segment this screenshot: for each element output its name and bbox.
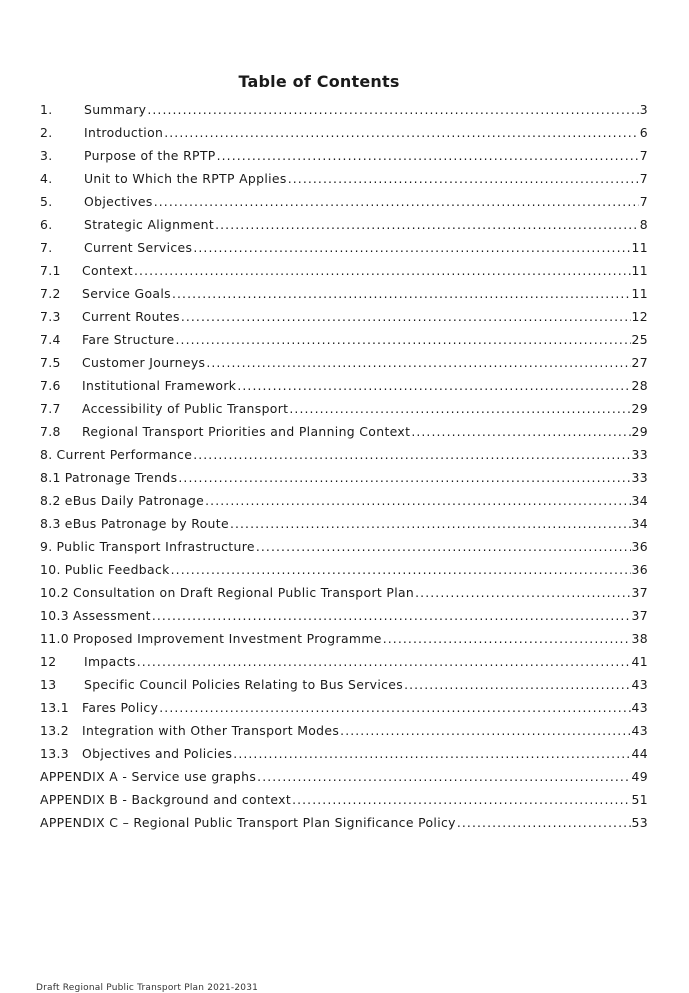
toc-dot-leader	[383, 627, 631, 650]
toc-entry-page: 36	[631, 539, 648, 554]
toc-entry-label: Public Feedback	[64, 562, 170, 577]
toc-entry-page: 49	[631, 769, 648, 784]
toc-entry-label: Customer Journeys	[82, 355, 206, 370]
toc-entry-number: 7.7	[40, 401, 61, 416]
toc-entry-number: 7.1	[40, 263, 61, 278]
toc-entry-label: APPENDIX B - Background and context	[40, 792, 292, 807]
toc-entry[interactable]	[40, 581, 648, 604]
toc-entry-page: 29	[631, 424, 648, 439]
toc-dot-leader	[176, 328, 631, 351]
toc-entry-page: 7	[639, 194, 648, 209]
toc-entry-number: 13.2	[40, 723, 69, 738]
toc-entry-number: 8.1	[40, 470, 61, 485]
toc-entry-page: 37	[631, 608, 648, 623]
toc-dot-leader	[404, 673, 630, 696]
toc-entry[interactable]	[40, 236, 648, 259]
toc-entry[interactable]	[40, 650, 648, 673]
toc-dot-leader	[230, 512, 631, 535]
toc-entry-page: 12	[631, 309, 648, 324]
toc-entry[interactable]	[40, 696, 648, 719]
toc-entry-label: Current Routes	[82, 309, 180, 324]
toc-entry-label: APPENDIX C – Regional Public Transport Plan Significance Policy	[40, 815, 456, 830]
toc-dot-leader	[415, 581, 630, 604]
toc-entry-page: 29	[631, 401, 648, 416]
toc-list	[40, 98, 648, 834]
toc-dot-leader	[256, 535, 631, 558]
toc-entry[interactable]	[40, 305, 648, 328]
toc-entry-number: 7.8	[40, 424, 61, 439]
toc-entry-number: 8.	[40, 447, 53, 462]
toc-entry-page: 11	[631, 286, 648, 301]
toc-dot-leader	[171, 558, 631, 581]
toc-entry-page: 34	[631, 516, 648, 531]
toc-entry-number: 9.	[40, 539, 53, 554]
toc-entry-number: 10.3	[40, 608, 69, 623]
toc-dot-leader	[411, 420, 630, 443]
toc-entry-number: 5.	[40, 194, 53, 209]
toc-dot-leader	[257, 765, 630, 788]
toc-entry-label: Current Services	[84, 240, 193, 255]
toc-entry-label: Impacts	[84, 654, 136, 669]
toc-dot-leader	[178, 466, 630, 489]
toc-entry[interactable]	[40, 719, 648, 742]
toc-entry-number: 7.6	[40, 378, 61, 393]
toc-entry-number: 10.	[40, 562, 61, 577]
toc-entry[interactable]	[40, 742, 648, 765]
toc-entry-page: 8	[639, 217, 648, 232]
toc-dot-leader	[164, 121, 639, 144]
toc-entry-label: eBus Daily Patronage	[64, 493, 205, 508]
toc-entry[interactable]	[40, 512, 648, 535]
toc-entry[interactable]	[40, 397, 648, 420]
toc-entry-page: 38	[631, 631, 648, 646]
toc-entry-number: 7.3	[40, 309, 61, 324]
toc-entry[interactable]	[40, 259, 648, 282]
toc-entry-label: Strategic Alignment	[84, 217, 215, 232]
toc-entry-page: 51	[631, 792, 648, 807]
toc-entry-page: 33	[631, 470, 648, 485]
toc-entry-number: 7.	[40, 240, 53, 255]
toc-entry[interactable]	[40, 558, 648, 581]
toc-entry-number: 4.	[40, 171, 53, 186]
toc-dot-leader	[288, 167, 639, 190]
toc-entry-label: eBus Patronage by Route	[64, 516, 229, 531]
toc-entry-label: Unit to Which the RPTP Applies	[84, 171, 287, 186]
toc-entry-page: 7	[639, 171, 648, 186]
toc-entry-page: 53	[631, 815, 648, 830]
toc-entry-label: Patronage Trends	[64, 470, 178, 485]
toc-dot-leader	[159, 696, 630, 719]
toc-entry-label: Regional Transport Priorities and Planning Context	[82, 424, 411, 439]
toc-entry[interactable]	[40, 374, 648, 397]
toc-entry[interactable]	[40, 604, 648, 627]
toc-entry-number: 7.4	[40, 332, 61, 347]
toc-entry[interactable]	[40, 121, 648, 144]
page-footer: Draft Regional Public Transport Plan 2021-2031	[36, 983, 259, 993]
toc-entry-page: 36	[631, 562, 648, 577]
toc-entry-page: 37	[631, 585, 648, 600]
toc-entry[interactable]	[40, 213, 648, 236]
toc-dot-leader	[152, 604, 631, 627]
toc-entry-page: 41	[631, 654, 648, 669]
toc-dot-leader	[137, 650, 631, 673]
toc-dot-leader	[206, 351, 630, 374]
toc-entry-label: Summary	[84, 102, 147, 117]
toc-title: Table of Contents	[238, 72, 400, 91]
toc-dot-leader	[233, 742, 630, 765]
toc-entry[interactable]	[40, 765, 648, 788]
toc-dot-leader	[457, 811, 631, 834]
toc-entry-page: 7	[639, 148, 648, 163]
toc-entry-page: 28	[631, 378, 648, 393]
toc-entry-number: 12	[40, 654, 57, 669]
toc-dot-leader	[147, 98, 638, 121]
toc-entry[interactable]	[40, 144, 648, 167]
toc-entry-number: 13.1	[40, 700, 69, 715]
toc-entry-page: 11	[631, 263, 648, 278]
toc-entry-label: Context	[82, 263, 133, 278]
toc-entry-number: 6.	[40, 217, 53, 232]
toc-entry[interactable]	[40, 535, 648, 558]
toc-entry-page: 25	[631, 332, 648, 347]
toc-entry[interactable]	[40, 489, 648, 512]
toc-entry-label: Purpose of the RPTP	[84, 148, 216, 163]
toc-entry-label: Assessment	[73, 608, 151, 623]
toc-entry[interactable]	[40, 673, 648, 696]
toc-entry-label: Specific Council Policies Relating to Bus Services	[84, 677, 404, 692]
toc-entry-page: 3	[639, 102, 648, 117]
toc-entry-label: Objectives	[84, 194, 153, 209]
toc-entry-label: Service Goals	[82, 286, 171, 301]
toc-dot-leader	[193, 443, 630, 466]
toc-entry-page: 34	[631, 493, 648, 508]
toc-entry-page: 43	[631, 700, 648, 715]
toc-entry[interactable]	[40, 190, 648, 213]
toc-dot-leader	[181, 305, 631, 328]
toc-entry-page: 27	[631, 355, 648, 370]
toc-entry-label: Objectives and Policies	[82, 746, 233, 761]
toc-entry[interactable]	[40, 282, 648, 305]
toc-entry[interactable]	[40, 98, 648, 121]
toc-dot-leader	[340, 719, 630, 742]
toc-entry-number: 10.2	[40, 585, 69, 600]
toc-entry-page: 6	[639, 125, 648, 140]
toc-entry-label: Introduction	[84, 125, 164, 140]
toc-entry-number: 13	[40, 677, 57, 692]
toc-entry-number: 8.2	[40, 493, 61, 508]
toc-dot-leader	[205, 489, 630, 512]
toc-dot-leader	[172, 282, 631, 305]
toc-entry-number: 7.2	[40, 286, 61, 301]
toc-entry-number: 3.	[40, 148, 53, 163]
toc-entry-label: Proposed Improvement Investment Programme	[73, 631, 382, 646]
toc-entry-number: 11.0	[40, 631, 69, 646]
toc-entry-number: 13.3	[40, 746, 69, 761]
toc-dot-leader	[134, 259, 631, 282]
toc-entry-number: 2.	[40, 125, 53, 140]
toc-entry[interactable]	[40, 811, 648, 834]
toc-entry-page: 11	[631, 240, 648, 255]
toc-dot-leader	[292, 788, 630, 811]
toc-entry[interactable]	[40, 466, 648, 489]
toc-dot-leader	[237, 374, 630, 397]
toc-entry-label: Fares Policy	[82, 700, 159, 715]
toc-entry-label: Public Transport Infrastructure	[56, 539, 255, 554]
toc-entry-page: 43	[631, 723, 648, 738]
toc-entry-number: 8.3	[40, 516, 61, 531]
toc-entry[interactable]	[40, 167, 648, 190]
toc-dot-leader	[217, 144, 639, 167]
toc-entry-number: 1.	[40, 102, 53, 117]
toc-entry-label: Current Performance	[56, 447, 193, 462]
toc-entry-page: 33	[631, 447, 648, 462]
toc-entry[interactable]	[40, 420, 648, 443]
toc-entry-page: 43	[631, 677, 648, 692]
toc-entry[interactable]	[40, 328, 648, 351]
toc-entry-label: Integration with Other Transport Modes	[82, 723, 340, 738]
toc-entry-label: APPENDIX A - Service use graphs	[40, 769, 257, 784]
toc-entry[interactable]	[40, 443, 648, 466]
toc-entry-label: Institutional Framework	[82, 378, 237, 393]
toc-entry-number: 7.5	[40, 355, 61, 370]
toc-entry[interactable]	[40, 627, 648, 650]
toc-entry-page: 44	[631, 746, 648, 761]
toc-dot-leader	[289, 397, 630, 420]
toc-entry-label: Consultation on Draft Regional Public Transport Plan	[73, 585, 415, 600]
toc-entry-label: Accessibility of Public Transport	[82, 401, 289, 416]
toc-entry-label: Fare Structure	[82, 332, 175, 347]
toc-dot-leader	[154, 190, 639, 213]
toc-dot-leader	[193, 236, 630, 259]
toc-dot-leader	[215, 213, 639, 236]
toc-entry[interactable]	[40, 788, 648, 811]
toc-entry[interactable]	[40, 351, 648, 374]
